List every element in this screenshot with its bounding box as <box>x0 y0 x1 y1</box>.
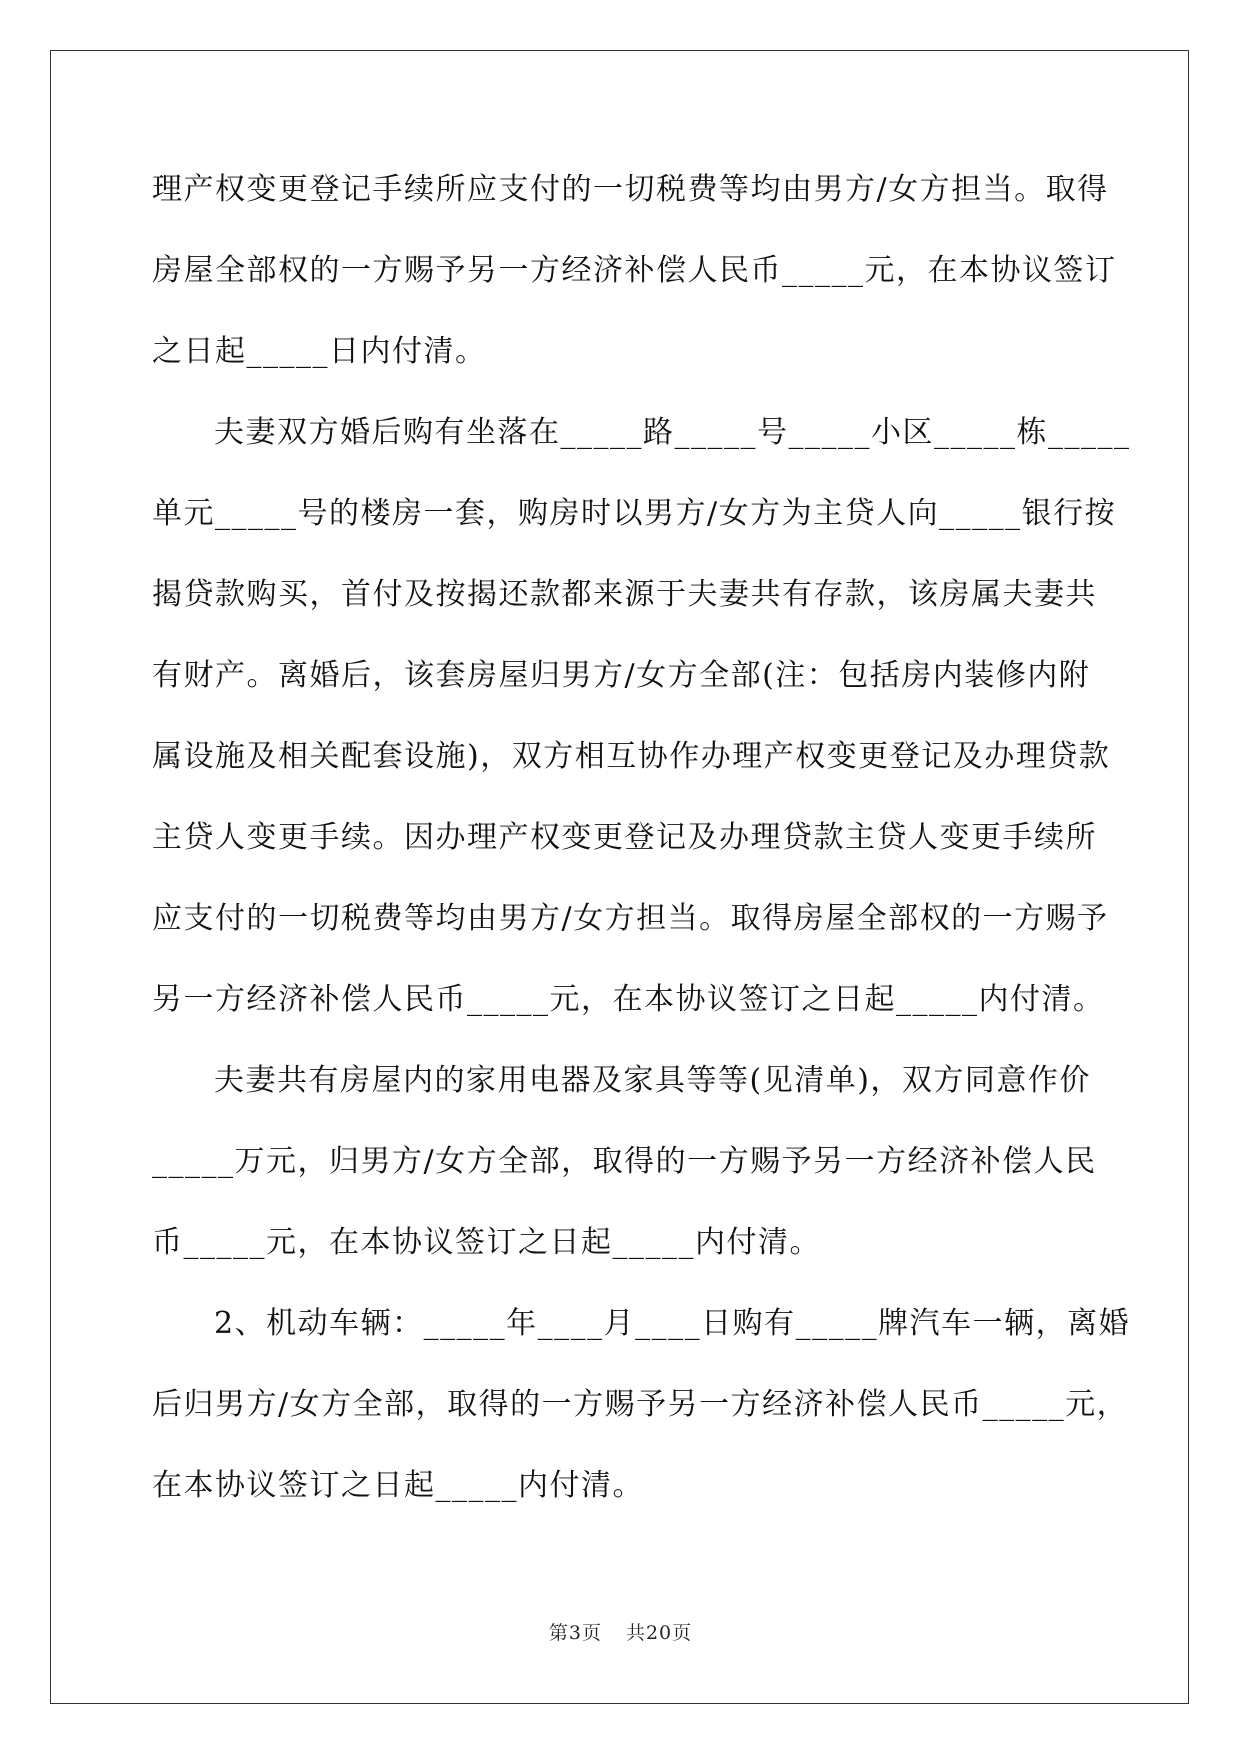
text-line: 另一方经济补偿人民币_____元，在本协议签订之日起_____内付清。 <box>152 982 1105 1017</box>
text-line: 主贷人变更手续。因办理产权变更登记及办理贷款主贷人变更手续所 <box>152 820 1097 855</box>
text-line: 在本协议签订之日起_____内付清。 <box>152 1468 644 1503</box>
text-line: 之日起_____日内付清。 <box>152 334 487 369</box>
text-line: 理产权变更登记手续所应支付的一切税费等均由男方/女方担当。取得 <box>152 172 1109 207</box>
page-total: 共20页 <box>625 1622 693 1644</box>
text-line: 属设施及相关配套设施)，双方相互协作办理产权变更登记及办理贷款 <box>152 739 1111 774</box>
text-line: _____万元，归男方/女方全部，取得的一方赐予另一方经济补偿人民 <box>152 1144 1097 1179</box>
text-line: 币_____元，在本协议签订之日起_____内付清。 <box>152 1225 821 1260</box>
text-line: 有财产。离婚后，该套房屋归男方/女方全部(注：包括房内装修内附 <box>152 658 1091 693</box>
text-line: 应支付的一切税费等均由男方/女方担当。取得房屋全部权的一方赐予 <box>152 901 1109 936</box>
document-body <box>152 158 1131 1535</box>
text-line: 房屋全部权的一方赐予另一方经济补偿人民币_____元，在本协议签订 <box>152 253 1117 288</box>
text-line: 单元_____号的楼房一套，购房时以男方/女方为主贷人向_____银行按 <box>152 496 1117 531</box>
page-number: 第3页 <box>548 1622 602 1644</box>
text-line: 后归男方/女方全部，取得的一方赐予另一方经济补偿人民币_____元， <box>152 1387 1129 1422</box>
text-line: 揭贷款购买，首付及按揭还款都来源于夫妻共有存款，该房属夫妻共 <box>152 577 1097 612</box>
page-footer <box>0 1618 1241 1645</box>
text-line: 2、机动车辆：_____年____月____日购有_____牌汽车一辆，离婚 <box>214 1306 1131 1341</box>
text-line: 夫妻双方婚后购有坐落在_____路_____号_____小区_____栋_____ <box>214 415 1131 450</box>
text-line: 夫妻共有房屋内的家用电器及家具等等(见清单)，双方同意作价 <box>214 1063 1091 1098</box>
